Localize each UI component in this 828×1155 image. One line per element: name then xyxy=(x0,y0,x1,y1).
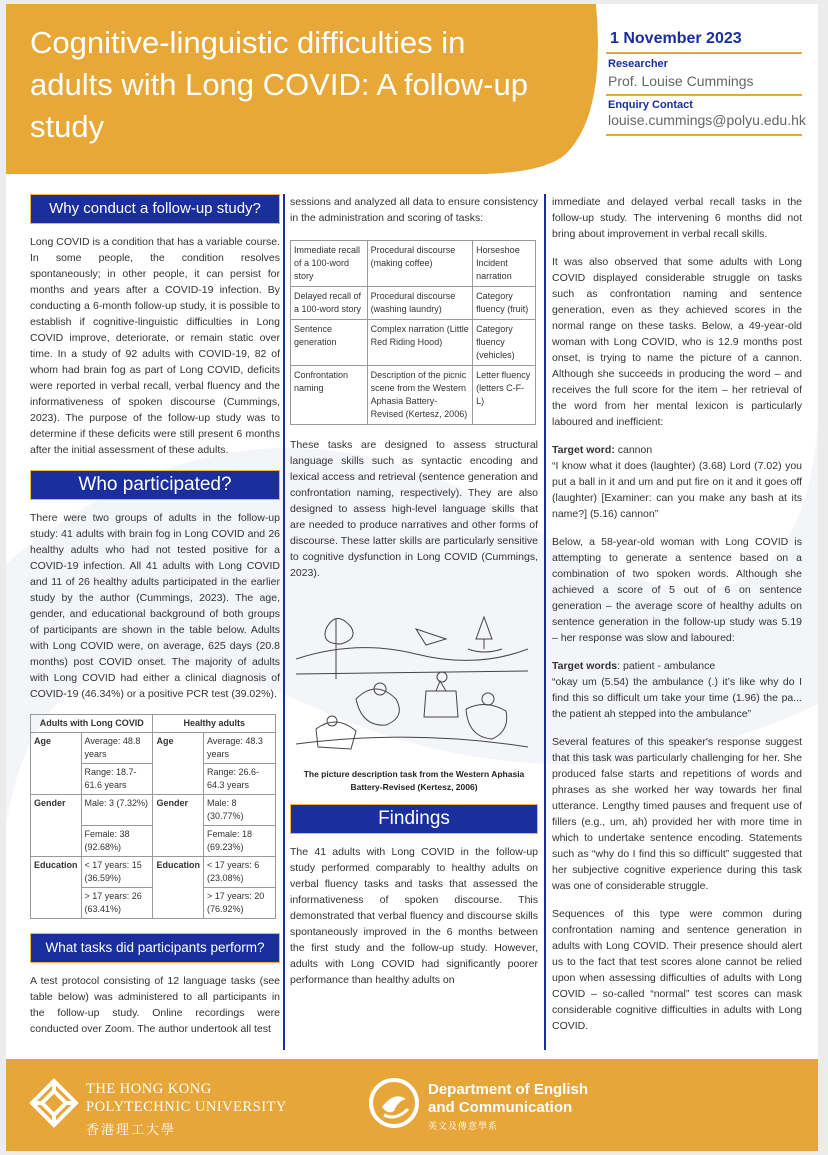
why-heading: Why conduct a follow-up study? xyxy=(30,194,280,224)
findings-body-5: Sequences of this type were common during confrontation naming and sentence generation in adults with Long COVID. Their presence should alert us to the fact that test scores alone cannot be relied upon when assessing difficulties of adults with Long COVID – so-called “normal” test scores can mask considerable cognitive difficulties in adults with Long COVID. xyxy=(552,908,802,1032)
row-label: Education xyxy=(153,857,204,919)
header-rule xyxy=(606,94,802,96)
table-cell: Immediate recall of a 100-word story xyxy=(291,241,368,287)
enquiry-email[interactable]: louise.cummings@polyu.edu.hk xyxy=(608,112,806,128)
table-cell: Category fluency (fruit) xyxy=(473,287,536,320)
target-words xyxy=(552,658,802,674)
table-header: Healthy adults xyxy=(153,715,276,733)
table-cell: Letter fluency (letters C-F-L) xyxy=(473,366,536,425)
findings-body-1-continued: immediate and delayed verbal recall tasks in the follow-up study. The intervening 6 months did not bring about improvement in verbal recall skills. xyxy=(552,196,802,240)
tasks-explanation: These tasks are designed to assess structural language skills such as syntactic encoding and lexical access and retrieval (sentence generation and confrontation naming, respectively). They are also designed to assess high-level language skills that are needed to produce narratives and other forms of discourse. These latter skills are particularly sensitive to cognitive dysfunction in Long COVID (Cummings, 2023). xyxy=(290,439,538,579)
table-header: Adults with Long COVID xyxy=(31,715,153,733)
target-words-label: Target words xyxy=(552,660,618,672)
demographics-table xyxy=(30,714,276,919)
findings-heading: Findings xyxy=(290,804,538,834)
who-heading: Who participated? xyxy=(30,470,280,500)
researcher-label: Researcher xyxy=(608,58,668,70)
why-body: Long COVID is a condition that has a variable course. In some people, the condition resolves spontaneously; in other people, it can persist for months and years after a COVID-19 infection. By conducting a 6-month follow-up study, it is possible to establish if cognitive-linguistic difficulties in Long COVID improve, deteriorate, or remain static over time. In a study of 92 adults with COVID-19, 82 of whom had brain fog as part of Long COVID, deficits were reported in verbal recall, verbal fluency and the informativeness of spoken discourse (Cummings, 2023). The purpose of the follow-up study was to determine if these deficits were still present 6 months after the initial assessment of these adults. xyxy=(30,236,280,456)
enquiry-label: Enquiry Contact xyxy=(608,99,693,111)
table-cell: Range: 18.7-61.6 years xyxy=(81,764,153,795)
picnic-scene-drawing xyxy=(296,599,528,759)
tasks-heading: What tasks did participants perform? xyxy=(30,933,280,963)
row-label: Education xyxy=(31,857,82,919)
dept-name-chinese: 英文及傳意學系 xyxy=(428,1121,499,1131)
table-cell: Delayed recall of a 100-word story xyxy=(291,287,368,320)
target-words-value: : patient - ambulance xyxy=(617,660,716,672)
tasks-body-continued: sessions and analyzed all data to ensure consistency in the administration and scoring of tasks: xyxy=(290,196,538,224)
table-cell: < 17 years: 6 (23.08%) xyxy=(204,857,276,888)
polyu-name-line2: POLYTECHNIC UNIVERSITY xyxy=(86,1099,287,1115)
table-cell: > 17 years: 20 (76.92%) xyxy=(204,888,276,919)
findings-body-1: The 41 adults with Long COVID in the follow-up study performed comparably to healthy adults on verbal fluency tasks and tasks that assessed the informativeness of spoken discourse. This demonstrated that verbal fluency and discourse skills spontaneously improved in the 6 months between the first study and the follow-up study. However, adults with Long COVID had significantly poorer performance than healthy adults on xyxy=(290,846,538,986)
table-cell: Average: 48.8 years xyxy=(81,733,153,764)
table-cell: Male: 3 (7.32%) xyxy=(81,795,153,826)
polyu-logo-icon xyxy=(28,1077,80,1133)
polyu-name-line1: THE HONG KONG xyxy=(86,1081,212,1097)
table-cell: Complex narration (Little Red Riding Hood) xyxy=(367,320,473,366)
quote-1: “I know what it does (laughter) (3.68) Lord (7.02) you put a ball in it and um and put fire on it and it goes off (laughter) [Examiner: can you make any bash at its name?] (5.16) cannon” xyxy=(552,460,802,520)
dept-name-line2: and Communication xyxy=(428,1099,573,1116)
polyu-name-chinese: 香港理工大學 xyxy=(86,1122,177,1137)
column-divider xyxy=(283,194,285,1050)
column-1 xyxy=(30,194,280,1049)
target-word-value: cannon xyxy=(614,444,653,456)
findings-body-2: It was also observed that some adults with Long COVID displayed considerable struggle on tasks such as confrontation naming and sentence generation, even as they achieved scores in the normal range on these tasks. Below, a 49-year-old woman with Long COVID, who is 12.9 months post onset, is trying to name the picture of a cannon. Although she succeeds in producing the word – and receives the full score for the item – her retrieval of the word from her mental lexicon is particularly laboured and inefficient: xyxy=(552,256,802,428)
poster-page xyxy=(6,4,818,1151)
target-word-label: Target word: xyxy=(552,444,615,456)
table-cell: Sentence generation xyxy=(291,320,368,366)
findings-body-4: Several features of this speaker's response suggest that this task was particularly challenging for her. She produced false starts and repetitions of words and phrases as she worked her way towards her final utterance. Lengthy timed pauses and frequent use of fillers (e.g., um, ah) provided her with more time in which to undertake sentence encoding. Statements such as “why do I find this so difficult” suggested that her subjective cognitive experience during this task was one of considerable struggle. xyxy=(552,736,802,892)
header-rule xyxy=(606,52,802,54)
table-cell: Female: 18 (69.23%) xyxy=(204,826,276,857)
row-label: Age xyxy=(153,733,204,795)
dept-logo-icon xyxy=(368,1077,420,1129)
table-cell: Male: 8 (30.77%) xyxy=(204,795,276,826)
findings-body-3: Below, a 58-year-old woman with Long COVID is attempting to generate a sentence based on a combination of two spoken words. Although she achieved a score of 5 out of 6 on sentence generation – the average score of healthy adults on sentence generation in the follow-up study was 5.19 – her response was slow and laboured: xyxy=(552,536,802,644)
row-label: Gender xyxy=(31,795,82,857)
table-cell: Procedural discourse (washing laundry) xyxy=(367,287,473,320)
table-cell: > 17 years: 26 (63.41%) xyxy=(81,888,153,919)
footer xyxy=(6,1059,818,1151)
column-2 xyxy=(290,194,538,1000)
poster-title: Cognitive-linguistic difficulties in adults with Long COVID: A follow-up study xyxy=(30,25,528,144)
header-rule xyxy=(606,134,802,136)
quote-2: “okay um (5.54) the ambulance (.) it’s like why do I find this so difficult um take your time (1.96) the pa... the patient ah stepped into the ambulance” xyxy=(552,676,802,720)
table-cell: < 17 years: 15 (36.59%) xyxy=(81,857,153,888)
table-cell: Horseshoe Incident narration xyxy=(473,241,536,287)
table-cell: Procedural discourse (making coffee) xyxy=(367,241,473,287)
table-cell: Female: 38 (92.68%) xyxy=(81,826,153,857)
who-body: There were two groups of adults in the follow-up study: 41 adults with brain fog in Long COVID and 26 healthy adults who had not tested positive for a COVID-19 infection. All 41 adults with Long COVID and 11 of 26 healthy adults participated in the earlier study by the author (Cummings, 2023). The age, gender, and educational background of both groups of participants are shown in the table below. Adults with Long COVID were, on average, 625 days (20.8 months) post COVID onset. The majority of adults with Long COVID had either a clinical diagnosis of COVID-19 (46.34%) or a positive PCR test (39.02%). xyxy=(30,512,280,700)
table-cell: Description of the picnic scene from the Western Aphasia Battery-Revised (Kertesz, 2006) xyxy=(367,366,473,425)
figure-caption: The picture description task from the Western Aphasia Battery-Revised (Kertesz, 2006) xyxy=(303,769,525,792)
table-cell: Average: 48.3 years xyxy=(204,733,276,764)
table-cell: Category fluency (vehicles) xyxy=(473,320,536,366)
column-3 xyxy=(552,194,802,1046)
dept-name-line1: Department of English xyxy=(428,1081,589,1098)
column-divider xyxy=(544,194,546,1050)
poster-date: 1 November 2023 xyxy=(610,30,742,47)
target-word xyxy=(552,442,802,458)
table-cell: Confrontation naming xyxy=(291,366,368,425)
tasks-body: A test protocol consisting of 12 language tasks (see table below) was administered to all participants in the follow-up study. Online recordings were conducted over Zoom. The author undertook all test xyxy=(30,975,280,1035)
row-label: Gender xyxy=(153,795,204,857)
researcher-name: Prof. Louise Cummings xyxy=(608,73,754,89)
table-cell: Range: 26.6-64.3 years xyxy=(204,764,276,795)
tasks-table xyxy=(290,240,536,425)
header xyxy=(6,4,818,174)
row-label: Age xyxy=(31,733,82,795)
